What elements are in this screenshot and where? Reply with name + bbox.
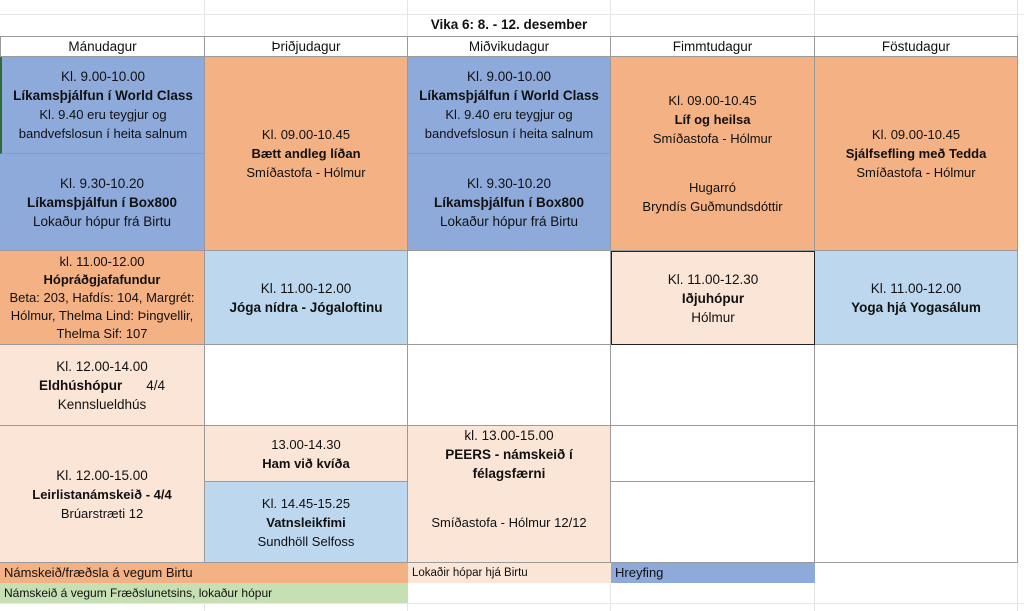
day-header-tuesday: Þriðjudagur bbox=[205, 36, 408, 57]
event-title: Iðjuhópur bbox=[681, 290, 745, 306]
event-time: Kl. 11.00-12.30 bbox=[667, 271, 759, 287]
event-title: Bætt andleg líðan bbox=[251, 146, 361, 161]
event-note: bandvefslosun í heita salnum bbox=[18, 126, 188, 141]
event-title-cont: félagsfærni bbox=[472, 466, 546, 481]
event-time: Kl. 9.30-10.20 bbox=[466, 175, 552, 191]
event-title: Eldhúshópur bbox=[38, 377, 123, 393]
event-title: Yoga hjá Yogasálum bbox=[851, 299, 981, 315]
day-header-wednesday: Miðvikudagur bbox=[408, 36, 611, 57]
legend-birta-courses: Námskeið/fræðsla á vegum Birtu bbox=[0, 563, 408, 583]
event-tue-ham-vid-kvida bbox=[205, 426, 408, 482]
event-place: Smíðastofa - Hólmur bbox=[856, 165, 976, 180]
event-time: Kl. 09.00-10.45 bbox=[871, 127, 961, 142]
legend-closed-groups: Lokaðir hópar hjá Birtu bbox=[408, 563, 611, 583]
event-time: Kl. 14.45-15.25 bbox=[261, 495, 351, 511]
event-title: Sjálfsefling með Tedda bbox=[845, 146, 987, 161]
event-note: Kl. 9.40 eru teygjur og bbox=[39, 107, 167, 122]
event-note: bandvefslosun í heita salnum bbox=[424, 126, 594, 141]
empty-cell bbox=[611, 345, 815, 426]
event-tue-joga-nidra bbox=[205, 251, 408, 345]
empty-cell bbox=[408, 345, 611, 426]
event-title: Jóga nídra - Jógaloftinu bbox=[229, 299, 383, 315]
event-title: Ham við kvíða bbox=[262, 455, 350, 471]
event-mon-hopradgjafafundur bbox=[0, 251, 205, 345]
legend-movement: Hreyfing bbox=[611, 563, 815, 583]
empty-cell bbox=[611, 482, 815, 563]
event-person: Bryndís Guðmundsdóttir bbox=[642, 199, 783, 214]
event-subtitle: Hugarró bbox=[689, 180, 736, 195]
event-place: Smíðastofa - Hólmur 12/12 bbox=[431, 515, 587, 530]
event-title: Líf og heilsa bbox=[674, 112, 751, 127]
event-count: 4/4 bbox=[146, 377, 166, 393]
event-title: Líkamsþjálfun í World Class bbox=[13, 88, 193, 103]
day-header-thursday: Fimmtudagur bbox=[611, 36, 815, 57]
event-place: Smíðastofa - Hólmur bbox=[246, 165, 366, 180]
event-time: Kl. 11.00-12.00 bbox=[260, 280, 352, 296]
event-fri-sjalfsefling bbox=[815, 57, 1018, 251]
event-title: Vatnsleikfimi bbox=[266, 514, 346, 530]
event-tue-baett-andleg-lidan bbox=[205, 57, 408, 251]
event-title: PEERS - námskeið í bbox=[445, 447, 573, 462]
event-time: kl. 11.00-12.00 bbox=[59, 253, 145, 269]
event-fri-yoga bbox=[815, 251, 1018, 345]
empty-cell bbox=[815, 345, 1018, 426]
empty-cell bbox=[815, 426, 1018, 563]
event-tue-vatnsleikfimi bbox=[205, 482, 408, 563]
week-title: Vika 6: 8. - 12. desember bbox=[430, 17, 588, 32]
event-mon-eldhushopur bbox=[0, 345, 205, 426]
event-note: Kl. 9.40 eru teygjur og bbox=[445, 107, 573, 122]
event-place: Smíðastofa - Hólmur bbox=[652, 131, 773, 146]
event-time: Kl. 12.00-15.00 bbox=[56, 467, 148, 483]
event-note: Beta: 203, Hafdís: 104, Margrét: bbox=[9, 289, 195, 305]
event-note: Lokaður hópur frá Birtu bbox=[439, 213, 579, 229]
event-note: Hólmur, Thelma Lind: Þingvellir, bbox=[10, 307, 194, 323]
event-time: Kl. 9.00-10.00 bbox=[60, 69, 146, 84]
event-time: Kl. 11.00-12.00 bbox=[870, 280, 962, 296]
legend-fraedslunet: Námskeið á vegum Fræðslunetsins, lokaður hópur bbox=[0, 583, 408, 603]
day-header-monday: Mánudagur bbox=[0, 36, 205, 57]
event-place: Brúarstræti 12 bbox=[60, 505, 144, 521]
event-mon-world-class bbox=[0, 57, 205, 154]
event-place: Kennslueldhús bbox=[57, 396, 147, 412]
empty-cell bbox=[205, 345, 408, 426]
empty-cell bbox=[611, 426, 815, 482]
event-mon-box800 bbox=[0, 154, 205, 251]
event-wed-peers bbox=[408, 426, 611, 563]
event-note: Thelma Sif: 107 bbox=[56, 325, 148, 341]
event-place: Sundhöll Selfoss bbox=[257, 533, 355, 549]
event-mon-leirlist bbox=[0, 426, 205, 563]
event-time: Kl. 12.00-14.00 bbox=[56, 358, 148, 374]
event-time: kl. 13.00-15.00 bbox=[464, 428, 554, 443]
event-thu-lif-og-heilsa bbox=[611, 57, 815, 251]
event-place: Hólmur bbox=[691, 309, 735, 325]
event-title: Líkamsþjálfun í World Class bbox=[419, 88, 599, 103]
event-title: Leirlistanámskeið - 4/4 bbox=[32, 486, 172, 502]
event-title: Líkamsþjálfun í Box800 bbox=[26, 194, 178, 210]
event-time: Kl. 9.30-10.20 bbox=[59, 175, 145, 191]
day-header-friday: Föstudagur bbox=[815, 36, 1018, 57]
event-time: 13.00-14.30 bbox=[271, 436, 341, 452]
event-title: Líkamsþjálfun í Box800 bbox=[433, 194, 585, 210]
empty-cell bbox=[408, 251, 611, 345]
event-wed-world-class bbox=[408, 57, 611, 154]
event-thu-idjuhopur bbox=[611, 251, 815, 345]
event-note: Lokaður hópur frá Birtu bbox=[32, 213, 172, 229]
event-time: Kl. 09.00-10.45 bbox=[668, 93, 757, 108]
event-wed-box800 bbox=[408, 154, 611, 251]
event-time: Kl. 9.00-10.00 bbox=[466, 69, 552, 84]
event-title: Hópráðgjafafundur bbox=[43, 271, 161, 287]
event-time: Kl. 09.00-10.45 bbox=[261, 127, 351, 142]
